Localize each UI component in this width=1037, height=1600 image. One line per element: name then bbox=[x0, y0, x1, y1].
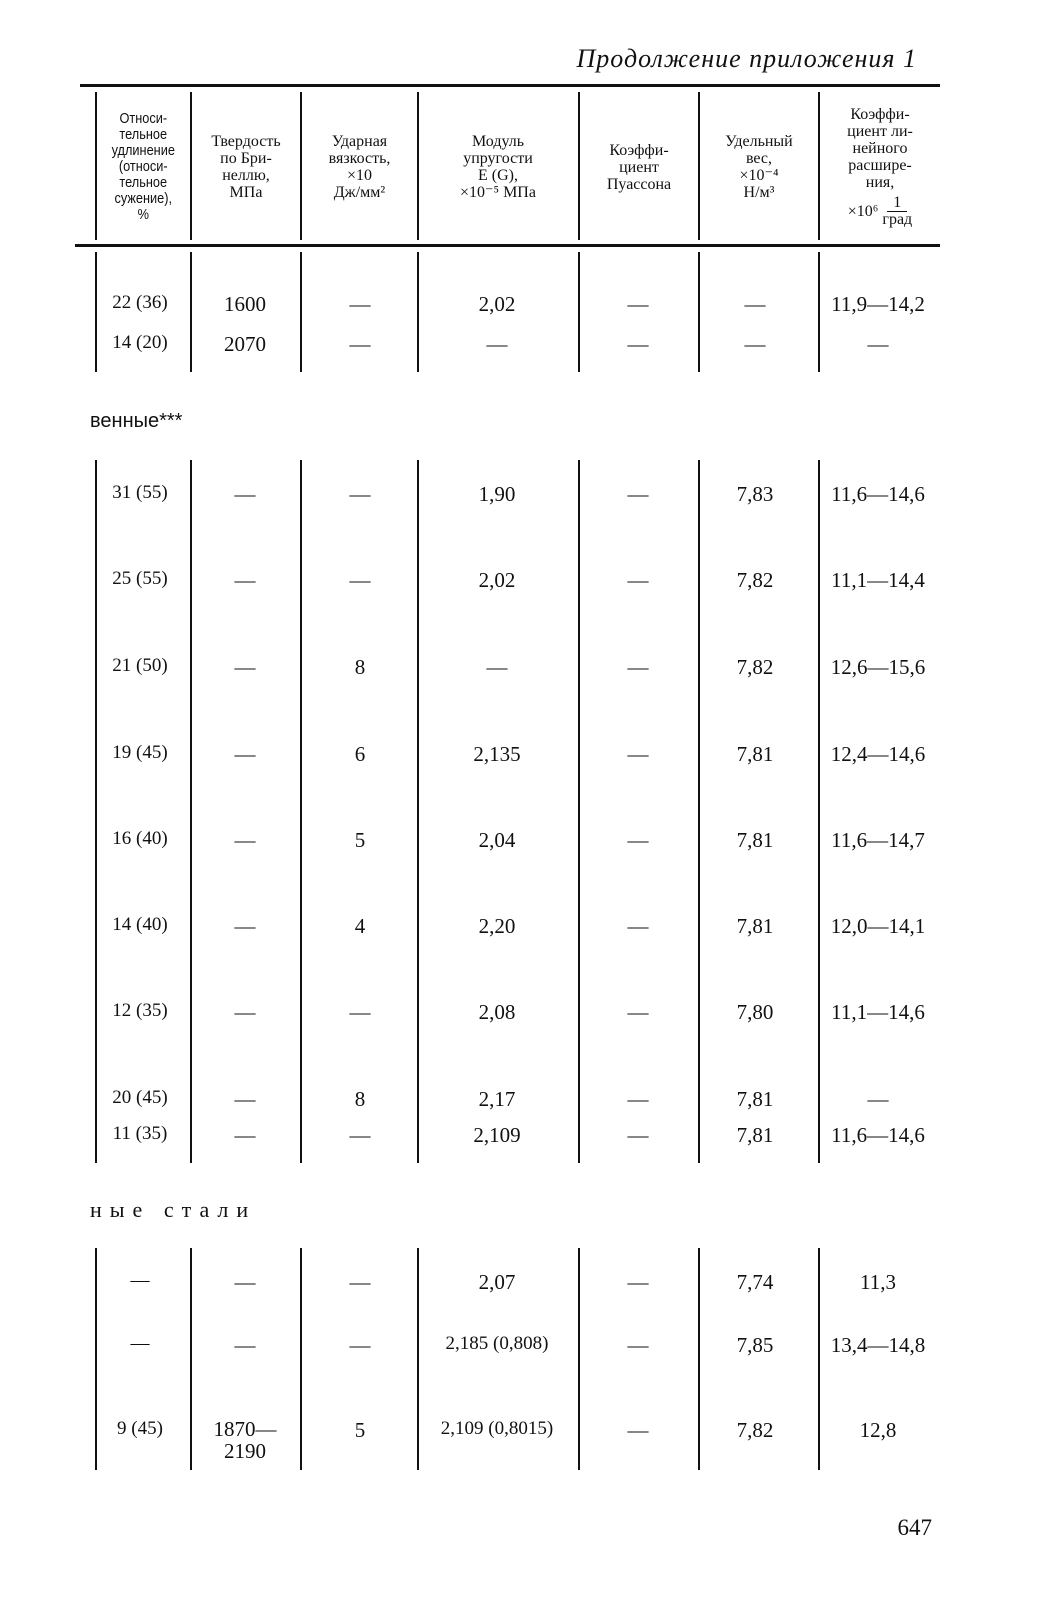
cell-impact: — bbox=[349, 292, 371, 316]
cell-hardness: — bbox=[234, 1123, 256, 1147]
cell-specific-weight: 7,81 bbox=[736, 828, 774, 852]
unit-fraction: 1 град bbox=[882, 194, 913, 228]
cell-elongation: 16 (40) bbox=[112, 828, 168, 849]
cell-expansion: 11,6—14,7 bbox=[831, 828, 925, 852]
cell-expansion: 11,9—14,2 bbox=[831, 292, 925, 316]
cell-hardness: — bbox=[234, 1333, 256, 1357]
column-header-specific-weight: Удельный вес, ×10⁻⁴ Н/м³ bbox=[725, 133, 793, 201]
cell-specific-weight: 7,82 bbox=[736, 568, 774, 592]
cell-modulus: — bbox=[486, 332, 508, 356]
cell-poisson: — bbox=[627, 482, 649, 506]
cell-hardness: — bbox=[234, 1087, 256, 1111]
section-label: венные*** bbox=[90, 410, 183, 432]
cell-impact: — bbox=[349, 332, 371, 356]
cell-impact: — bbox=[349, 1270, 371, 1294]
cell-modulus: 2,07 bbox=[478, 1270, 516, 1294]
cell-expansion: 12,8 bbox=[859, 1418, 897, 1442]
cell-poisson: — bbox=[627, 332, 649, 356]
cell-expansion: 11,3 bbox=[860, 1270, 896, 1294]
expansion-unit: ×10⁶ 1 град bbox=[847, 194, 913, 228]
column-header-modulus: Модуль упругости E (G), ×10⁻⁵ МПа bbox=[460, 133, 536, 201]
cell-elongation: 22 (36) bbox=[112, 292, 168, 313]
column-divider bbox=[578, 460, 580, 1163]
cell-elongation: 9 (45) bbox=[117, 1418, 163, 1439]
cell-elongation: 21 (50) bbox=[112, 655, 168, 676]
column-header-expansion: Коэффи- циент ли- нейного расшире- ния, ×10⁶ 1 град bbox=[847, 106, 913, 228]
cell-poisson: — bbox=[627, 1270, 649, 1294]
cell-hardness: — bbox=[234, 742, 256, 766]
cell-specific-weight: 7,81 bbox=[736, 914, 774, 938]
cell-elongation: 14 (20) bbox=[112, 332, 168, 353]
cell-elongation: 31 (55) bbox=[112, 482, 168, 503]
cell-expansion: 11,6—14,6 bbox=[831, 1123, 925, 1147]
cell-hardness: — bbox=[234, 1270, 256, 1294]
cell-elongation: 11 (35) bbox=[112, 1123, 168, 1144]
cell-poisson: — bbox=[627, 655, 649, 679]
cell-expansion: 13,4—14,8 bbox=[830, 1333, 926, 1357]
cell-specific-weight: 7,82 bbox=[736, 655, 774, 679]
cell-expansion: — bbox=[867, 1087, 889, 1111]
cell-poisson: — bbox=[627, 914, 649, 938]
column-divider bbox=[300, 460, 302, 1163]
cell-impact: 6 bbox=[354, 742, 366, 766]
cell-elongation: 20 (45) bbox=[112, 1087, 168, 1108]
column-divider bbox=[300, 252, 302, 372]
cell-modulus: 2,109 bbox=[473, 1123, 521, 1147]
column-divider bbox=[190, 460, 192, 1163]
cell-modulus: 2,109 (0,8015) bbox=[440, 1418, 554, 1439]
column-divider bbox=[300, 1248, 302, 1470]
cell-impact: — bbox=[349, 1123, 371, 1147]
cell-modulus: 2,135 bbox=[473, 742, 521, 766]
column-divider bbox=[818, 460, 820, 1163]
column-divider bbox=[95, 460, 97, 1163]
cell-impact: — bbox=[349, 1333, 371, 1357]
column-header-hardness: Твердость по Бри- неллю, МПа bbox=[211, 133, 281, 201]
cell-elongation: — bbox=[130, 1270, 150, 1291]
cell-poisson: — bbox=[627, 828, 649, 852]
cell-impact: 5 bbox=[354, 828, 366, 852]
cell-expansion: — bbox=[867, 332, 889, 356]
cell-modulus: 2,185 (0,808) bbox=[445, 1333, 549, 1354]
cell-expansion: 12,0—14,1 bbox=[830, 914, 926, 938]
cell-specific-weight: 7,83 bbox=[736, 482, 774, 506]
cell-expansion: 12,6—15,6 bbox=[830, 655, 926, 679]
cell-hardness: 2070 bbox=[224, 332, 266, 356]
cell-poisson: — bbox=[627, 1000, 649, 1024]
cell-specific-weight: 7,81 bbox=[736, 742, 774, 766]
cell-hardness: 1600 bbox=[224, 292, 266, 316]
column-header-impact: Ударная вязкость, ×10 Дж/мм² bbox=[328, 133, 391, 201]
column-header-elongation: Относи- тельное удлинение (относи- тельное сужение), % bbox=[111, 110, 175, 223]
page-title: Продолжение приложения 1 bbox=[576, 44, 917, 73]
cell-specific-weight: — bbox=[744, 292, 766, 316]
cell-poisson: — bbox=[627, 1418, 649, 1442]
cell-hardness: — bbox=[234, 482, 256, 506]
cell-poisson: — bbox=[627, 292, 649, 316]
cell-impact: — bbox=[349, 1000, 371, 1024]
cell-specific-weight: 7,80 bbox=[736, 1000, 774, 1024]
cell-modulus: 2,02 bbox=[478, 292, 516, 316]
cell-modulus: 2,04 bbox=[478, 828, 516, 852]
cell-poisson: — bbox=[627, 1087, 649, 1111]
cell-elongation: 14 (40) bbox=[112, 914, 168, 935]
cell-specific-weight: 7,81 bbox=[736, 1087, 774, 1111]
cell-specific-weight: — bbox=[744, 332, 766, 356]
cell-hardness: — bbox=[234, 828, 256, 852]
section-label: ные стали bbox=[90, 1197, 257, 1222]
cell-hardness: — bbox=[234, 914, 256, 938]
cell-poisson: — bbox=[627, 1333, 649, 1357]
cell-specific-weight: 7,81 bbox=[736, 1123, 774, 1147]
cell-elongation: 19 (45) bbox=[112, 742, 168, 763]
cell-expansion: 11,6—14,6 bbox=[831, 482, 925, 506]
header-top-rule bbox=[80, 84, 940, 87]
cell-poisson: — bbox=[627, 1123, 649, 1147]
cell-modulus: 2,08 bbox=[478, 1000, 516, 1024]
cell-impact: 8 bbox=[354, 1087, 366, 1111]
cell-elongation: — bbox=[130, 1333, 150, 1354]
cell-hardness: — bbox=[234, 655, 256, 679]
cell-modulus: — bbox=[486, 655, 508, 679]
column-header-poisson: Коэффи- циент Пуассона bbox=[606, 141, 672, 193]
cell-expansion: 11,1—14,4 bbox=[831, 568, 925, 592]
cell-expansion: 11,1—14,6 bbox=[831, 1000, 925, 1024]
column-divider bbox=[698, 460, 700, 1163]
cell-modulus: 2,17 bbox=[478, 1087, 516, 1111]
cell-elongation: 25 (55) bbox=[112, 568, 168, 589]
cell-expansion: 12,4—14,6 bbox=[830, 742, 926, 766]
cell-poisson: — bbox=[627, 568, 649, 592]
cell-impact: — bbox=[349, 568, 371, 592]
page-number: 647 bbox=[897, 1515, 932, 1540]
cell-specific-weight: 7,74 bbox=[736, 1270, 774, 1294]
cell-hardness: — bbox=[234, 1000, 256, 1024]
cell-impact: 4 bbox=[354, 914, 366, 938]
cell-specific-weight: 7,82 bbox=[736, 1418, 774, 1442]
cell-elongation: 12 (35) bbox=[112, 1000, 168, 1021]
column-divider bbox=[417, 460, 419, 1163]
cell-modulus: 2,20 bbox=[478, 914, 516, 938]
cell-specific-weight: 7,85 bbox=[736, 1333, 774, 1357]
cell-impact: — bbox=[349, 482, 371, 506]
cell-impact: 8 bbox=[354, 655, 366, 679]
cell-poisson: — bbox=[627, 742, 649, 766]
cell-modulus: 1,90 bbox=[478, 482, 516, 506]
cell-hardness: — bbox=[234, 568, 256, 592]
cell-impact: 5 bbox=[354, 1418, 366, 1442]
cell-modulus: 2,02 bbox=[478, 568, 516, 592]
cell-hardness: 1870— 2190 bbox=[213, 1417, 277, 1463]
header-bottom-rule bbox=[75, 244, 940, 247]
